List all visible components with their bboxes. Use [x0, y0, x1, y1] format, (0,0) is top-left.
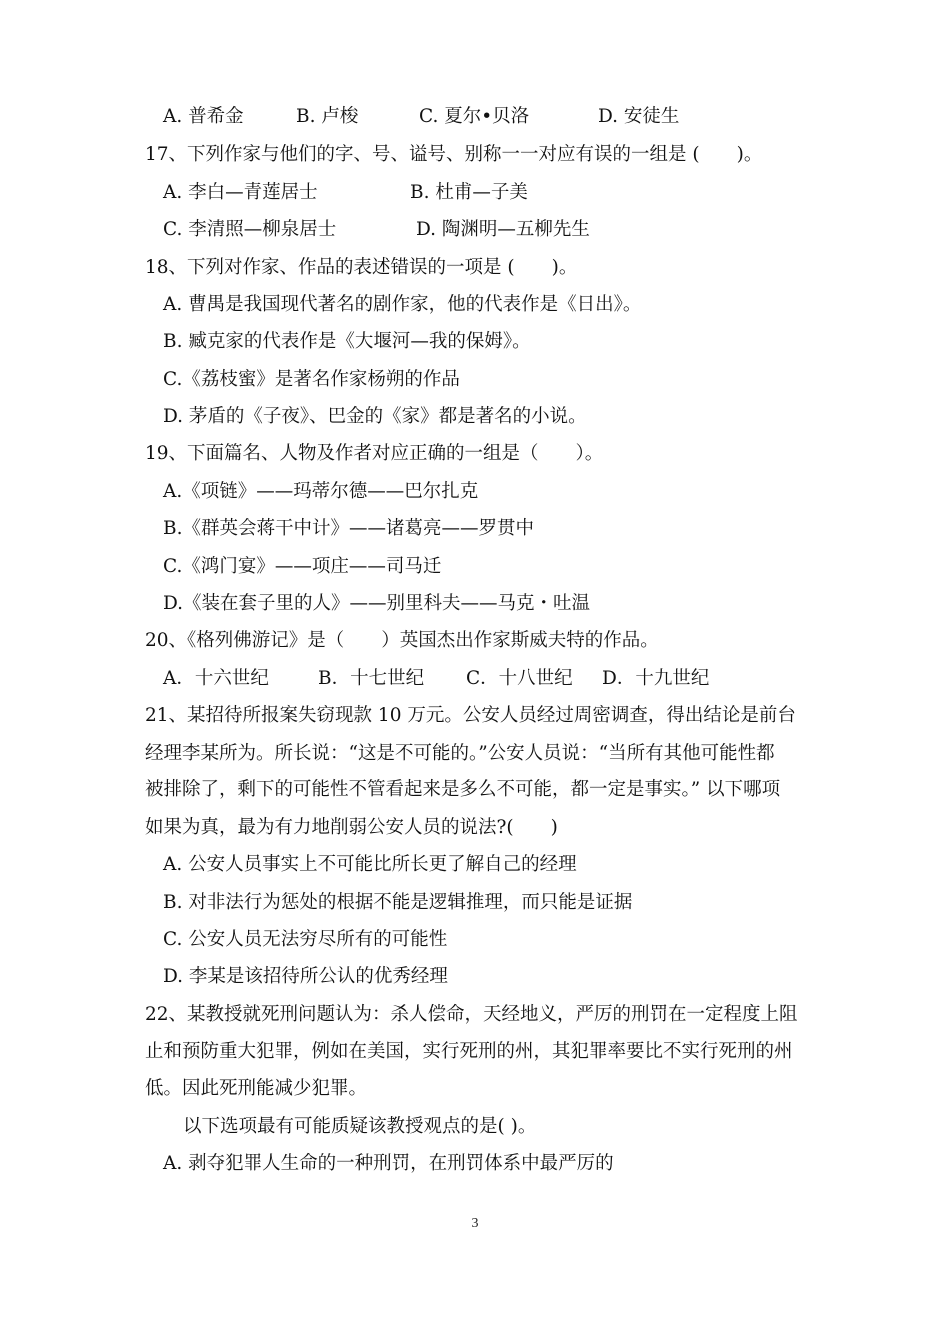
q21-stem-line-4: 如果为真，最为有力地削弱公安人员的说法?( ) — [145, 817, 558, 838]
q17-option-c: C. 李清照—柳泉居士 — [163, 219, 337, 240]
q18-option-b: B. 臧克家的代表作是《大堰河—我的保姆》。 — [163, 331, 531, 352]
q19-option-c: C.《鸿门宴》——项庄——司马迁 — [163, 556, 442, 577]
q17-options-row-2 — [163, 218, 590, 242]
q16-option-b: B. 卢梭 — [296, 106, 359, 127]
q18-option-a: A. 曹禺是我国现代著名的剧作家，他的代表作是《日出》。 — [163, 294, 642, 315]
q16-option-c: C. 夏尔•贝洛 — [419, 106, 530, 127]
q22-option-a: A. 剥夺犯罪人生命的一种刑罚，在刑罚体系中最严厉的 — [163, 1153, 614, 1174]
q17-option-a: A. 李白—青莲居士 — [163, 182, 318, 203]
q19-stem: 19、下面篇名、人物及作者对应正确的一组是（ ）。 — [145, 443, 604, 464]
q16-options-row — [163, 105, 679, 129]
q20-option-d: D．十九世纪 — [602, 668, 710, 689]
q21-stem-line-1: 21、某招待所报案失窃现款 10 万元。公安人员经过周密调查，得出结论是前台 — [145, 705, 796, 726]
q21-option-a: A. 公安人员事实上不可能比所长更了解自己的经理 — [163, 854, 577, 875]
q22-stem-line-2: 止和预防重大犯罪，例如在美国，实行死刑的州，其犯罪率要比不实行死刑的州 — [145, 1041, 793, 1062]
q20-options-row — [163, 667, 709, 691]
q21-stem-line-3: 被排除了，剩下的可能性不管看起来是多么不可能，都一定是事实。” 以下哪项 — [145, 779, 781, 800]
q19-option-b: B.《群英会蒋干中计》——诸葛亮——罗贯中 — [163, 518, 534, 539]
q17-option-d: D. 陶渊明—五柳先生 — [416, 219, 590, 240]
q22-stem-line-3: 低。因此死刑能减少犯罪。 — [145, 1078, 368, 1099]
q21-option-b: B. 对非法行为惩处的根据不能是逻辑推理，而只能是证据 — [163, 892, 633, 913]
q22-stem-line-1: 22、某教授就死刑问题认为：杀人偿命，天经地义，严厉的刑罚在一定程度上阻 — [145, 1004, 798, 1025]
q18-option-c: C.《荔枝蜜》是著名作家杨朔的作品 — [163, 369, 460, 390]
q17-options-row-1 — [163, 181, 528, 205]
q21-option-d: D. 李某是该招待所公认的优秀经理 — [163, 966, 448, 987]
q21-stem-line-2: 经理李某所为。所长说：“这是不可能的。”公安人员说：“当所有其他可能性都 — [145, 743, 775, 764]
q18-stem: 18、下列对作家、作品的表述错误的一项是 ( )。 — [145, 257, 578, 278]
q20-stem: 20、《格列佛游记》是（ ）英国杰出作家斯威夫特的作品。 — [145, 630, 659, 651]
q16-option-d: D. 安徒生 — [598, 106, 680, 127]
q19-option-d: D.《装在套子里的人》——别里科夫——马克・吐温 — [163, 593, 591, 614]
page-number: 3 — [471, 1216, 479, 1231]
q22-prompt: 以下选项最有可能质疑该教授观点的是( )。 — [183, 1116, 537, 1137]
q17-option-b: B. 杜甫—子美 — [410, 182, 528, 203]
q20-option-c: C．十八世纪 — [466, 668, 573, 689]
q17-stem: 17、下列作家与他们的字、号、谥号、别称一一对应有误的一组是 ( )。 — [145, 144, 763, 165]
q20-option-a: A．十六世纪 — [163, 668, 269, 689]
q19-option-a: A.《项链》——玛蒂尔德——巴尔扎克 — [163, 481, 479, 502]
q20-option-b: B．十七世纪 — [318, 668, 425, 689]
q18-option-d: D. 茅盾的《子夜》、巴金的《家》都是著名的小说。 — [163, 406, 587, 427]
q16-option-a: A. 普希金 — [163, 106, 244, 127]
q21-option-c: C. 公安人员无法穷尽所有的可能性 — [163, 929, 448, 950]
